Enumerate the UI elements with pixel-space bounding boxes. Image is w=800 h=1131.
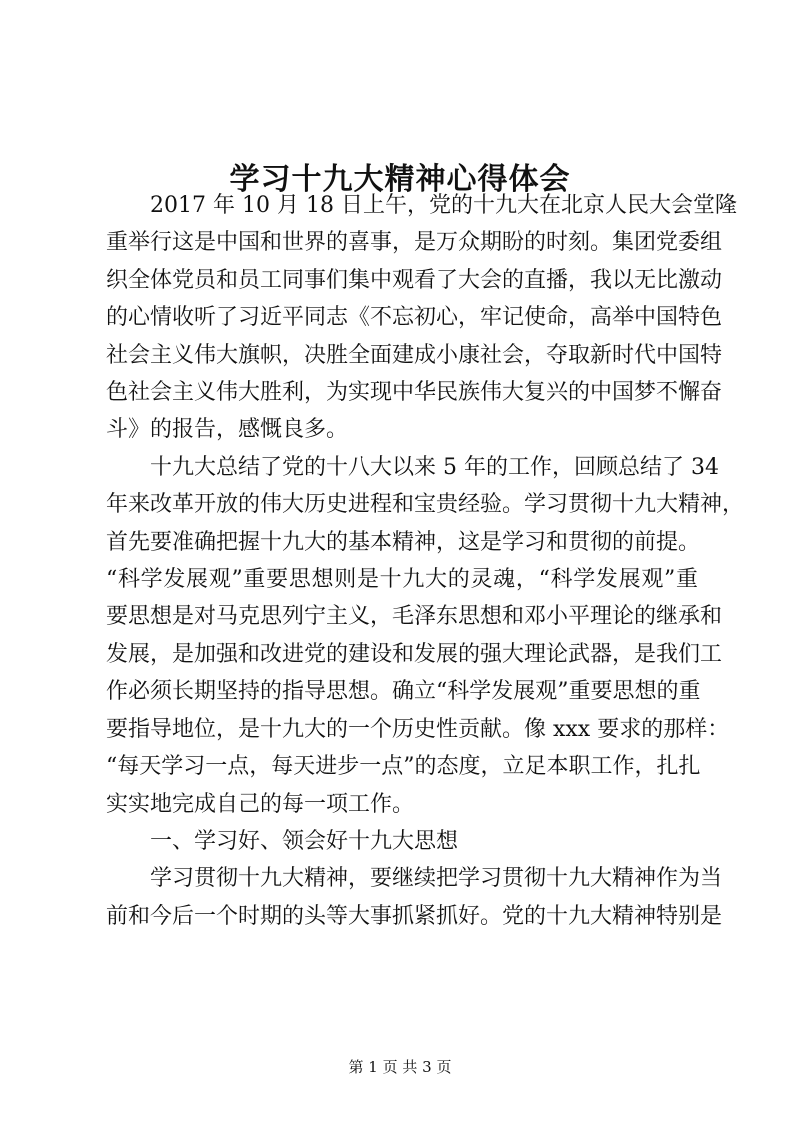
text-line: 十九大总结了党的十八大以来 5 年的工作，回顾总结了 34 [150, 454, 719, 480]
text-line: 色社会主义伟大胜利，为实现中华民族伟大复兴的中国梦不懈奋 [106, 380, 723, 406]
text-line: 重举行这是中国和世界的喜事，是万众期盼的时刻。集团党委组 [106, 230, 723, 256]
text-line: 首先要准确把握十九大的基本精神，这是学习和贯彻的前提。 [106, 529, 701, 555]
text-line: 发展，是加强和改进党的建设和发展的强大理论武器，是我们工 [106, 641, 723, 667]
text-line: 织全体党员和员工同事们集中观看了大会的直播，我以无比激动 [106, 267, 723, 293]
section-heading [106, 823, 698, 860]
text-line: 2017 年 10 月 18 日上午，党的十九大在北京人民大会堂隆 [150, 193, 737, 218]
text-line: “每天学习一点，每天进步一点”的态度，立足本职工作，扎扎 [106, 754, 701, 780]
document-body [106, 187, 745, 935]
paragraph [106, 449, 745, 823]
paragraph [106, 187, 737, 449]
text-line: 的心情收听了习近平同志《不忘初心，牢记使命，高举中国特色 [106, 305, 723, 331]
text-line: 学习贯彻十九大精神，要继续把学习贯彻十九大精神作为当 [150, 866, 723, 892]
page-footer: 第 1 页 共 3 页 [348, 1058, 452, 1076]
text-line: 实实地完成自己的每一项工作。 [106, 791, 415, 817]
text-line: 斗》的报告，感慨良多。 [106, 417, 349, 443]
text-line: 社会主义伟大旗帜，决胜全面建成小康社会，夺取新时代中国特 [106, 342, 723, 368]
text-line: 要指导地位，是十九大的一个历史性贡献。像 xxx 要求的那样： [106, 716, 730, 742]
text-line: 要思想是对马克思列宁主义，毛泽东思想和邓小平理论的继承和 [106, 604, 723, 630]
text-line: “科学发展观”重要思想则是十九大的灵魂，“科学发展观”重 [106, 567, 698, 593]
text-line: 年来改革开放的伟大历史进程和宝贵经验。学习贯彻十九大精神， [106, 492, 745, 518]
paragraph [106, 860, 723, 935]
text-line: 作必须长期坚持的指导思想。确立“科学发展观”重要思想的重 [106, 679, 701, 705]
document-title: 学习十九大精神心得体会 [229, 162, 571, 198]
text-line: 前和今后一个时期的头等大事抓紧抓好。党的十九大精神特别是 [106, 903, 723, 929]
text-line: 一、学习好、领会好十九大思想 [150, 828, 459, 854]
